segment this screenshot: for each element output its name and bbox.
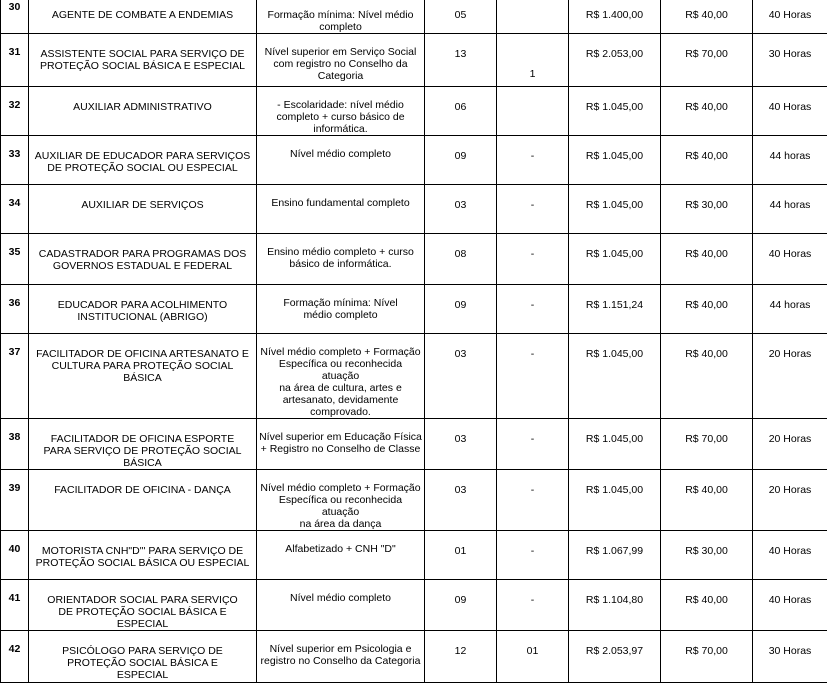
vagas-cell: 08 xyxy=(425,234,497,285)
cargo-cell-line: EDUCADOR PARA ACOLHIMENTO xyxy=(31,299,254,311)
table-row xyxy=(1,531,827,580)
taxa-cell: R$ 30,00 xyxy=(661,531,753,580)
table-row xyxy=(1,631,827,683)
requisito-cell-line: na área de cultura, artes e xyxy=(259,382,422,394)
carga-horaria-cell: 20 Horas xyxy=(753,419,827,470)
cargo-cell-line: MOTORISTA CNH"D"' PARA SERVIÇO DE xyxy=(31,545,254,557)
requisito-cell-line: na área da dança xyxy=(259,518,422,530)
salario-cell: R$ 1.045,00 xyxy=(569,334,661,419)
reserva-cell xyxy=(497,87,569,136)
salario-cell: R$ 1.045,00 xyxy=(569,234,661,285)
table-row xyxy=(1,285,827,334)
cargo-cell-line: AUXILIAR DE SERVIÇOS xyxy=(31,199,254,211)
requisito-cell-line: Específica ou reconhecida atuação xyxy=(259,494,422,518)
carga-horaria-cell: 20 Horas xyxy=(753,334,827,419)
taxa-cell: R$ 70,00 xyxy=(661,34,753,87)
cargo-cell xyxy=(29,580,257,631)
requisito-cell-line: Alfabetizado + CNH "D" xyxy=(259,543,422,555)
cargo-cell-line: PROTEÇÃO SOCIAL BÁSICA E ESPECIAL xyxy=(31,60,254,72)
cargo-cell-line: FACILITADOR DE OFICINA ARTESANATO E xyxy=(31,348,254,360)
cargo-cell-line: FACILITADOR DE OFICINA - DANÇA xyxy=(31,484,254,496)
taxa-cell: R$ 70,00 xyxy=(661,631,753,683)
cargo-cell-line: CADASTRADOR PARA PROGRAMAS DOS xyxy=(31,248,254,260)
taxa-cell: R$ 40,00 xyxy=(661,87,753,136)
salario-cell: R$ 2.053,00 xyxy=(569,34,661,87)
row-number: 36 xyxy=(1,285,29,334)
cargo-cell xyxy=(29,0,257,34)
reserva-cell: 1 xyxy=(497,34,569,87)
requisito-cell-line: completo + curso básico de xyxy=(259,111,422,123)
taxa-cell: R$ 40,00 xyxy=(661,136,753,185)
salario-cell: R$ 1.045,00 xyxy=(569,470,661,531)
table-row xyxy=(1,136,827,185)
cargo-cell-line: PARA SERVIÇO DE PROTEÇÃO SOCIAL xyxy=(31,445,254,457)
requisito-cell xyxy=(257,87,425,136)
table-row xyxy=(1,34,827,87)
cargo-cell xyxy=(29,470,257,531)
cargo-cell-line: INSTITUCIONAL (ABRIGO) xyxy=(31,311,254,323)
requisito-cell-line: Nível médio completo + Formação xyxy=(259,482,422,494)
row-number: 31 xyxy=(1,34,29,87)
requisito-cell xyxy=(257,34,425,87)
salario-cell: R$ 1.045,00 xyxy=(569,136,661,185)
requisito-cell-line: + Registro no Conselho de Classe xyxy=(259,443,422,455)
cargo-cell xyxy=(29,34,257,87)
salario-cell: R$ 1.067,99 xyxy=(569,531,661,580)
cargo-cell xyxy=(29,185,257,234)
requisito-cell-line: Nível superior em Serviço Social xyxy=(259,46,422,58)
requisito-cell-line: básico de informática. xyxy=(259,258,422,270)
salario-cell: R$ 1.045,00 xyxy=(569,87,661,136)
cargo-cell xyxy=(29,87,257,136)
cargo-cell-line: BÁSICA xyxy=(31,372,254,384)
vagas-cell: 05 xyxy=(425,0,497,34)
carga-horaria-cell: 20 Horas xyxy=(753,470,827,531)
table-row xyxy=(1,185,827,234)
vagas-cell: 09 xyxy=(425,580,497,631)
table-body xyxy=(1,0,827,683)
cargo-cell xyxy=(29,285,257,334)
cargo-cell xyxy=(29,631,257,683)
requisito-cell xyxy=(257,334,425,419)
carga-horaria-cell: 40 Horas xyxy=(753,531,827,580)
requisito-cell-line: Específica ou reconhecida atuação xyxy=(259,358,422,382)
vagas-cell: 09 xyxy=(425,136,497,185)
reserva-cell: - xyxy=(497,234,569,285)
reserva-cell: - xyxy=(497,285,569,334)
table-row xyxy=(1,87,827,136)
cargo-cell-line: BÁSICA xyxy=(31,457,254,469)
taxa-cell: R$ 40,00 xyxy=(661,234,753,285)
table-row xyxy=(1,334,827,419)
taxa-cell: R$ 40,00 xyxy=(661,470,753,531)
requisito-cell-line: Ensino fundamental completo xyxy=(259,197,422,209)
table-row xyxy=(1,419,827,470)
cargo-cell-line: ESPECIAL xyxy=(31,618,254,630)
cargo-cell xyxy=(29,234,257,285)
vagas-cell: 03 xyxy=(425,470,497,531)
reserva-cell: - xyxy=(497,419,569,470)
reserva-cell xyxy=(497,0,569,34)
reserva-cell: - xyxy=(497,136,569,185)
cargo-cell-line: ORIENTADOR SOCIAL PARA SERVIÇO xyxy=(31,594,254,606)
cargo-cell-line: ESPECIAL xyxy=(31,669,254,681)
requisito-cell-line: Nível superior em Educação Física xyxy=(259,431,422,443)
salario-cell: R$ 1.104,80 xyxy=(569,580,661,631)
row-number: 38 xyxy=(1,419,29,470)
cargo-cell-line: PROTEÇÃO SOCIAL BÁSICA OU ESPECIAL xyxy=(31,557,254,569)
requisito-cell-line: Ensino médio completo + curso xyxy=(259,246,422,258)
requisito-cell xyxy=(257,185,425,234)
requisito-cell xyxy=(257,234,425,285)
vagas-cell: 03 xyxy=(425,334,497,419)
cargo-cell-line: DE PROTEÇÃO SOCIAL BÁSICA E xyxy=(31,606,254,618)
requisito-cell-line: completo xyxy=(259,21,422,33)
vagas-cell: 13 xyxy=(425,34,497,87)
requisito-cell xyxy=(257,631,425,683)
taxa-cell: R$ 40,00 xyxy=(661,334,753,419)
reserva-cell: - xyxy=(497,334,569,419)
requisito-cell-line: Formação mínima: Nível médio xyxy=(259,9,422,21)
carga-horaria-cell: 30 Horas xyxy=(753,631,827,683)
carga-horaria-cell: 40 Horas xyxy=(753,580,827,631)
row-number: 35 xyxy=(1,234,29,285)
vagas-cell: 12 xyxy=(425,631,497,683)
salario-cell: R$ 1.045,00 xyxy=(569,185,661,234)
table-row xyxy=(1,470,827,531)
carga-horaria-cell: 30 Horas xyxy=(753,34,827,87)
cargo-cell xyxy=(29,531,257,580)
cargo-cell-line: ASSISTENTE SOCIAL PARA SERVIÇO DE xyxy=(31,48,254,60)
vagas-cell: 01 xyxy=(425,531,497,580)
cargo-cell xyxy=(29,334,257,419)
requisito-cell xyxy=(257,0,425,34)
cargo-cell-line: FACILITADOR DE OFICINA ESPORTE xyxy=(31,433,254,445)
requisito-cell xyxy=(257,470,425,531)
carga-horaria-cell: 44 horas xyxy=(753,285,827,334)
requisito-cell-line: registro no Conselho da Categoria xyxy=(259,655,422,667)
requisito-cell xyxy=(257,531,425,580)
carga-horaria-cell: 40 Horas xyxy=(753,0,827,34)
salario-cell: R$ 1.151,24 xyxy=(569,285,661,334)
requisito-cell-line: informática. xyxy=(259,123,422,135)
cargo-cell xyxy=(29,136,257,185)
reserva-cell: - xyxy=(497,470,569,531)
taxa-cell: R$ 70,00 xyxy=(661,419,753,470)
row-number: 34 xyxy=(1,185,29,234)
requisito-cell-line: comprovado. xyxy=(259,406,422,418)
requisito-cell-line: artesanato, devidamente xyxy=(259,394,422,406)
requisito-cell-line: Categoria xyxy=(259,70,422,82)
cargo-cell-line: PSICÓLOGO PARA SERVIÇO DE xyxy=(31,645,254,657)
carga-horaria-cell: 44 horas xyxy=(753,136,827,185)
row-number: 40 xyxy=(1,531,29,580)
salario-cell: R$ 1.045,00 xyxy=(569,419,661,470)
taxa-cell: R$ 30,00 xyxy=(661,185,753,234)
table-row xyxy=(1,0,827,34)
requisito-cell-line: Nível médio completo xyxy=(259,148,422,160)
vagas-cell: 03 xyxy=(425,185,497,234)
cargo-cell-line: AUXILIAR ADMINISTRATIVO xyxy=(31,101,254,113)
row-number: 37 xyxy=(1,334,29,419)
requisito-cell xyxy=(257,285,425,334)
cargo-cell-line: CULTURA PARA PROTEÇÃO SOCIAL xyxy=(31,360,254,372)
requisito-cell-line: Formação mínima: Nível xyxy=(259,297,422,309)
salario-cell: R$ 1.400,00 xyxy=(569,0,661,34)
reserva-cell: - xyxy=(497,185,569,234)
requisito-cell-line: - Escolaridade: nível médio xyxy=(259,99,422,111)
requisito-cell-line: Nível médio completo xyxy=(259,592,422,604)
cargo-cell-line: PROTEÇÃO SOCIAL BÁSICA E xyxy=(31,657,254,669)
taxa-cell: R$ 40,00 xyxy=(661,285,753,334)
table-row xyxy=(1,580,827,631)
row-number: 32 xyxy=(1,87,29,136)
requisito-cell-line: Nível superior em Psicologia e xyxy=(259,643,422,655)
carga-horaria-cell: 40 Horas xyxy=(753,234,827,285)
row-number: 41 xyxy=(1,580,29,631)
vagas-cell: 03 xyxy=(425,419,497,470)
vagas-cell: 09 xyxy=(425,285,497,334)
carga-horaria-cell: 44 horas xyxy=(753,185,827,234)
reserva-cell: - xyxy=(497,531,569,580)
cargo-cell-line: GOVERNOS ESTADUAL E FEDERAL xyxy=(31,260,254,272)
reserva-cell: 01 xyxy=(497,631,569,683)
taxa-cell: R$ 40,00 xyxy=(661,580,753,631)
requisito-cell-line: médio completo xyxy=(259,309,422,321)
cargo-cell xyxy=(29,419,257,470)
requisito-cell-line: com registro no Conselho da xyxy=(259,58,422,70)
row-number: 39 xyxy=(1,470,29,531)
carga-horaria-cell: 40 Horas xyxy=(753,87,827,136)
salario-cell: R$ 2.053,97 xyxy=(569,631,661,683)
cargo-cell-line: DE PROTEÇÃO SOCIAL OU ESPECIAL xyxy=(31,162,254,174)
reserva-cell: - xyxy=(497,580,569,631)
cargo-cell-line: AGENTE DE COMBATE A ENDEMIAS xyxy=(31,9,254,21)
cargo-cell-line: AUXILIAR DE EDUCADOR PARA SERVIÇOS xyxy=(31,150,254,162)
row-number: 33 xyxy=(1,136,29,185)
row-number: 30 xyxy=(1,0,29,34)
table-row xyxy=(1,234,827,285)
row-number: 42 xyxy=(1,631,29,683)
taxa-cell: R$ 40,00 xyxy=(661,0,753,34)
vagas-cell: 06 xyxy=(425,87,497,136)
requisito-cell xyxy=(257,136,425,185)
requisito-cell xyxy=(257,580,425,631)
requisito-cell xyxy=(257,419,425,470)
requisito-cell-line: Nível médio completo + Formação xyxy=(259,346,422,358)
